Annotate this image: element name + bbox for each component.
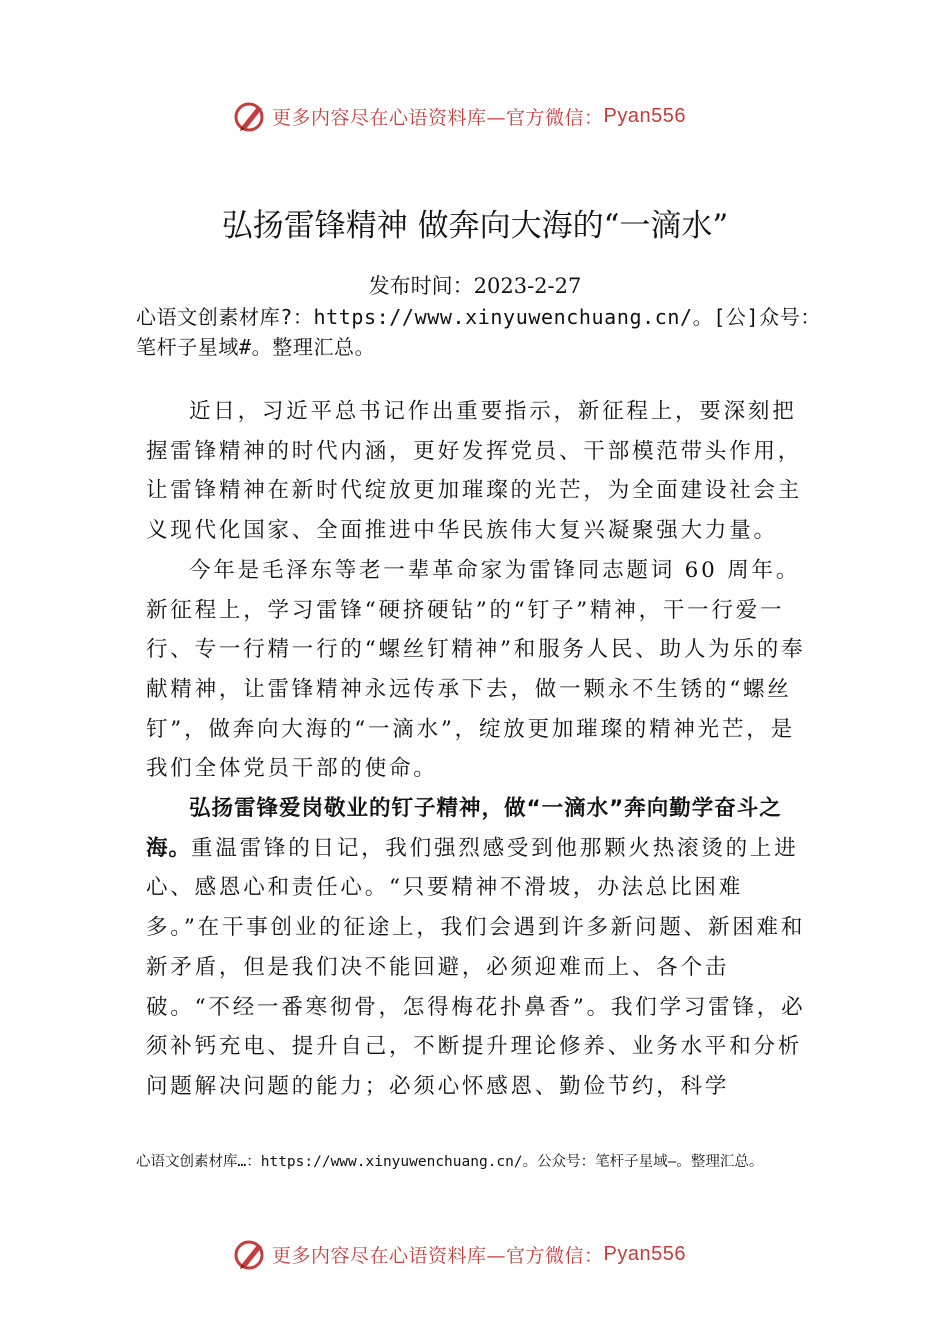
paragraph: 近日，习近平总书记作出重要指示，新征程上，要深刻把握雷锋精神的时代内涵，更好发挥党员、干部模范带头作用，让雷锋精神在新时代绽放更加璀璨的光芒，为全面建设社会主义现代化国家、全面推进中华民族伟大复兴凝聚强大力量。	[146, 399, 803, 544]
wechat-id: Pyan556	[603, 1242, 686, 1265]
page-title: 弘扬雷锋精神 做奔向大海的“一滴水”	[221, 208, 729, 244]
section-text: 重温雷锋的日记，我们强烈感受到他那颗火热滚烫的上进心、感恩心和责任心。“只要精神不滑坡，办法总比困难多。”在干事创业的征途上，我们会遇到许多新问题、新困难和新矛盾，但是我们决不能回避，必须迎难而上、各个击破。“不经一番寒彻骨，怎得梅花扑鼻香”。我们学习雷锋，必须补钙充电、提升自己，不断提升理论修养、业务水平和分析问题解决问题的能力；必须心怀感恩、勤俭节约，科学	[146, 835, 806, 1099]
paragraph: 今年是毛泽东等老一辈革命家为雷锋同志题词 60 周年。新征程上，学习雷锋“硬挤硬钻”的“钉子”精神，干一行爱一行、专一行精一行的“螺丝钉精神”和服务人民、助人为乐的奉献精神，让雷锋精神永远传承下去，做一颗永不生锈的“螺丝钉”，做奔向大海的“一滴水”，绽放更加璀璨的精神光芒，是我们全体党员干部的使命。	[146, 557, 806, 782]
section-lead: 弘扬雷锋爱岗敬业的钉子精神，做“一滴水”奔向勤学奋斗之海。	[146, 796, 782, 861]
source-note: 心语文创素材库?：https://www.xinyuwenchuang.cn/。[公]众号：笔杆子星域#。整理汇总。	[136, 305, 821, 359]
banner-text: 更多内容尽在心语资料库—官方微信：	[272, 106, 604, 129]
footer-banner	[232, 1234, 686, 1274]
pen-logo-icon	[232, 98, 268, 134]
publish-date: 发布时间：2023-2-27	[368, 274, 582, 298]
article-body	[146, 392, 806, 1107]
pen-logo-icon	[232, 1236, 268, 1272]
header-banner	[232, 96, 686, 136]
section-paragraph	[146, 789, 806, 1107]
wechat-id: Pyan556	[603, 104, 686, 127]
footer-note: 心语文创素材库…：https://www.xinyuwenchuang.cn/。公众号：笔杆子星域—。整理汇总。	[136, 1154, 764, 1170]
banner-text: 更多内容尽在心语资料库—官方微信：	[272, 1244, 604, 1267]
